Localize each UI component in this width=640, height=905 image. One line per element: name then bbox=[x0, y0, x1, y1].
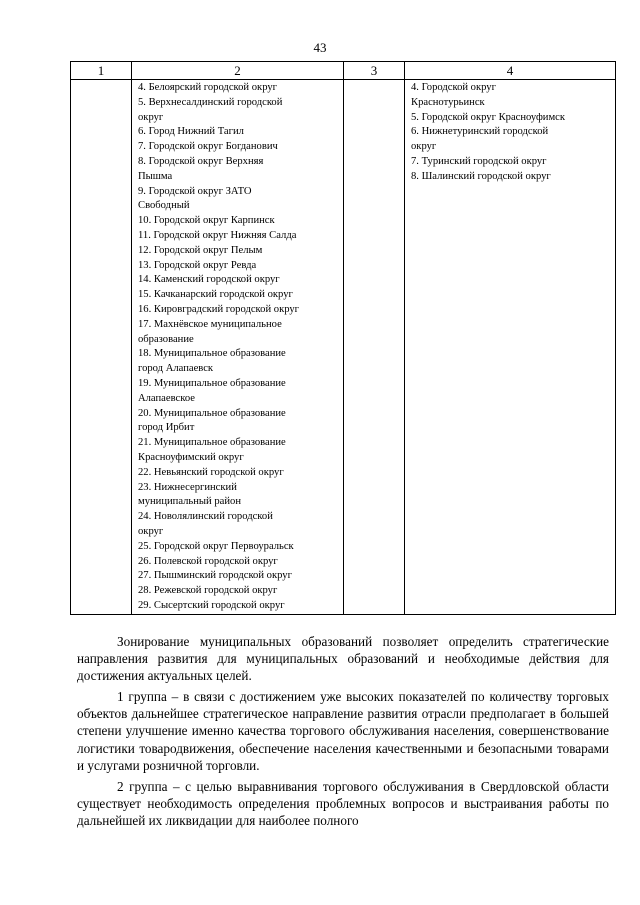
list-item: Свободный bbox=[138, 200, 190, 212]
list-item: 7. Городской округ Богданович bbox=[138, 141, 278, 153]
list-item: 26. Полевской городской округ bbox=[138, 555, 278, 567]
list-item: округ bbox=[138, 525, 164, 537]
paragraph: Зонирование муниципальных образований позволяет определить стратегические направления развития для муниципальных образований и необходимые действия для достижения актуальных целей. bbox=[77, 634, 609, 684]
list-item: 25. Городской округ Первоуральск bbox=[138, 540, 294, 552]
list-item: 27. Пышминский городской округ bbox=[138, 570, 292, 582]
list-item: 19. Муниципальное образование bbox=[138, 377, 286, 389]
list-item: 22. Невьянский городской округ bbox=[138, 466, 284, 478]
municipality-list bbox=[132, 80, 343, 614]
list-item: 23. Нижнесергинский bbox=[138, 481, 237, 493]
list-item: муниципальный район bbox=[138, 496, 241, 508]
list-item: 13. Городской округ Ревда bbox=[138, 259, 257, 271]
list-item: 15. Качканарский городской округ bbox=[138, 289, 293, 301]
list-item: 24. Новолялинский городской bbox=[138, 511, 273, 523]
list-item: 4. Белоярский городской округ bbox=[138, 82, 277, 93]
list-item: 4. Городской округ bbox=[411, 82, 496, 93]
table-cell-col2 bbox=[132, 80, 344, 615]
list-item: 6. Нижнетуринский городской bbox=[411, 126, 549, 138]
list-item: 8. Городской округ Верхняя bbox=[138, 155, 264, 167]
municipality-list bbox=[405, 80, 615, 185]
list-item: 20. Муниципальное образование bbox=[138, 407, 286, 419]
list-item: 18. Муниципальное образование bbox=[138, 348, 286, 360]
paragraph: 1 группа – в связи с достижением уже высоких показателей по количеству торговых объектов дальнейшее стратегическое направление развития отрасли предполагает в большей степени улучшение именно качества торгового обслуживания населения, совершенствование логистики товародвижения, обеспечение населения качественными и безопасными товарами и услугами розничной торговли. bbox=[77, 689, 609, 773]
list-item: 14. Каменский городской округ bbox=[138, 274, 280, 286]
list-item: округ bbox=[138, 111, 164, 123]
list-item: 28. Режевской городской округ bbox=[138, 585, 278, 597]
list-item: 16. Кировградский городской округ bbox=[138, 303, 300, 315]
list-item: Пышма bbox=[138, 170, 173, 182]
list-item: 21. Муниципальное образование bbox=[138, 437, 286, 449]
list-item: 8. Шалинский городской округ bbox=[411, 170, 551, 182]
table-header-cell: 1 bbox=[71, 62, 132, 80]
list-item: 6. Город Нижний Тагил bbox=[138, 126, 244, 138]
list-item: 9. Городской округ ЗАТО bbox=[138, 185, 252, 197]
body-text bbox=[77, 633, 609, 833]
list-item: 11. Городской округ Нижняя Салда bbox=[138, 229, 297, 241]
list-item: город Ирбит bbox=[138, 422, 195, 434]
table-header-cell: 3 bbox=[344, 62, 405, 80]
list-item: Краснотурьинск bbox=[411, 96, 485, 108]
list-item: город Алапаевск bbox=[138, 363, 214, 375]
list-item: 5. Городской округ Красноуфимск bbox=[411, 111, 566, 123]
list-item: Красноуфимский округ bbox=[138, 451, 244, 463]
table-cell-col3 bbox=[344, 80, 405, 615]
list-item: 7. Туринский городской округ bbox=[411, 155, 547, 167]
list-item: 29. Сысертский городской округ bbox=[138, 599, 285, 611]
list-item: 12. Городской округ Пелым bbox=[138, 244, 263, 256]
page-number: 43 bbox=[313, 40, 327, 55]
table-cell-col4 bbox=[405, 80, 616, 615]
table-row bbox=[71, 80, 616, 615]
list-item: округ bbox=[411, 141, 437, 153]
list-item: 17. Махнёвское муниципальное bbox=[138, 318, 282, 330]
paragraph: 2 группа – с целью выравнивания торгового обслуживания в Свердловской области существует необходимость определения проблемных вопросов и выстраивания работы по дальнейшей их ликвидации для наиболее полного bbox=[77, 778, 609, 828]
list-item: образование bbox=[138, 333, 194, 345]
table-header-cell: 4 bbox=[405, 62, 616, 80]
table-header-row bbox=[71, 62, 616, 80]
municipality-groups-table bbox=[70, 61, 616, 615]
table-header-cell: 2 bbox=[132, 62, 344, 80]
table-cell-col1 bbox=[71, 80, 132, 615]
list-item: Алапаевское bbox=[138, 392, 195, 404]
list-item: 5. Верхнесалдинский городской bbox=[138, 96, 283, 108]
list-item: 10. Городской округ Карпинск bbox=[138, 215, 275, 227]
